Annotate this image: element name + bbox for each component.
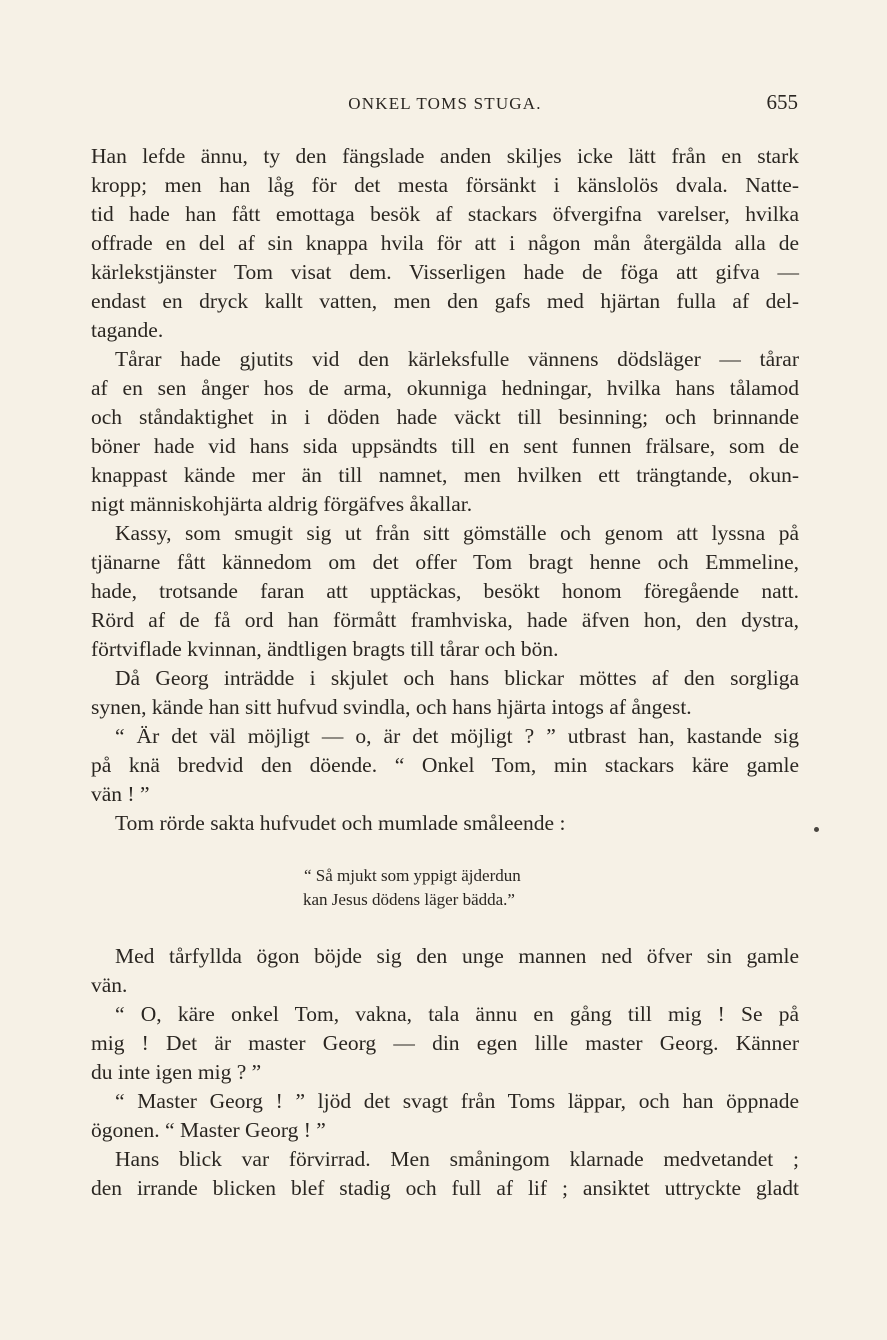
- paragraph: [91, 722, 799, 809]
- text-line: du inte igen mig ? ”: [91, 1060, 262, 1084]
- text-line: Med tårfyllda ögon böjde sig den unge mannen ned öfver sin gamle: [115, 944, 799, 968]
- text-line: böner hade vid hans sida uppsändts till en sent funnen frälsare, som de: [91, 434, 799, 458]
- text-line: kropp; men han låg för det mesta försänkt i känslolös dvala. Natte-: [91, 173, 799, 197]
- text-line: Tom rörde sakta hufvudet och mumlade småleende :: [115, 811, 566, 835]
- text-line: på knä bredvid den döende. “ Onkel Tom, min stackars käre gamle: [91, 753, 799, 777]
- poem-line: “ Så mjukt som yppigt äjderdun: [304, 866, 521, 885]
- text-line: endast en dryck kallt vatten, men den gafs med hjärtan fulla af del-: [91, 289, 799, 313]
- running-head: [92, 88, 798, 118]
- text-line: ögonen. “ Master Georg ! ”: [91, 1118, 326, 1142]
- text-line: och ståndaktighet in i döden hade väckt till besinning; och brinnande: [91, 405, 799, 429]
- text-line: af en sen ånger hos de arma, okunniga hedningar, hvilka hans tålamod: [91, 376, 799, 400]
- page-number: 655: [766, 90, 798, 114]
- ink-spot: [814, 827, 819, 832]
- text-line: kärlekstjänster Tom visat dem. Visserligen hade de föga att gifva —: [91, 260, 799, 284]
- paragraph: [91, 809, 799, 838]
- text-line: synen, kände han sitt hufvud svindla, och hans hjärta intogs af ångest.: [91, 695, 692, 719]
- text-line: tjänarne fått kännedom om det offer Tom bragt henne och Emmeline,: [91, 550, 799, 574]
- paragraph: [91, 664, 799, 722]
- text-line: mig ! Det är master Georg — din egen lille master Georg. Känner: [91, 1031, 799, 1055]
- text-line: Han lefde ännu, ty den fängslade anden skiljes icke lätt från en stark: [91, 144, 799, 168]
- text-line: Tårar hade gjutits vid den kärleksfulle vännens dödsläger — tårar: [115, 347, 799, 371]
- text-line: “ Är det väl möjligt — o, är det möjligt ? ” utbrast han, kastande sig: [115, 724, 799, 748]
- text-line: vän ! ”: [91, 782, 150, 806]
- paragraph: [91, 142, 799, 345]
- text-line: offrade en del af sin knappa hvila för att i någon mån återgälda alla de: [91, 231, 799, 255]
- text-line: “ O, käre onkel Tom, vakna, tala ännu en gång till mig ! Se på: [115, 1002, 799, 1026]
- text-line: nigt människohjärta aldrig förgäfves åkallar.: [91, 492, 473, 516]
- poem-quote: [91, 838, 799, 938]
- text-line: knappast kände mer än till namnet, men hvilken ett trängtande, okun-: [91, 463, 799, 487]
- paragraph: [91, 519, 799, 664]
- chapter-title: ONKEL TOMS STUGA.: [348, 94, 542, 113]
- paragraph: [91, 1087, 799, 1145]
- paragraph: [91, 1145, 799, 1203]
- text-line: “ Master Georg ! ” ljöd det svagt från Toms läppar, och han öppnade: [115, 1089, 799, 1113]
- text-line: Hans blick var förvirrad. Men småningom klarnade medvetandet ;: [115, 1147, 799, 1171]
- text-line: den irrande blicken blef stadig och full af lif ; ansiktet uttryckte gladt: [91, 1176, 799, 1200]
- text-line: Kassy, som smugit sig ut från sitt gömställe och genom att lyssna på: [115, 521, 799, 545]
- paragraph: [91, 345, 799, 519]
- text-body: [91, 142, 799, 1203]
- text-line: Rörd af de få ord han förmått framhviska, hade äfven hon, den dystra,: [91, 608, 799, 632]
- text-line: förtviflade kvinnan, ändtligen bragts till tårar och bön.: [91, 637, 559, 661]
- text-line: vän.: [91, 973, 128, 997]
- text-line: tid hade han fått emottaga besök af stackars öfvergifna varelser, hvilka: [91, 202, 799, 226]
- poem-line: kan Jesus dödens läger bädda.”: [303, 890, 515, 909]
- paragraph: [91, 1000, 799, 1087]
- paragraph: [91, 942, 799, 1000]
- text-line: tagande.: [91, 318, 164, 342]
- text-line: Då Georg inträdde i skjulet och hans blickar möttes af den sorgliga: [115, 666, 799, 690]
- text-line: hade, trotsande faran att upptäckas, besökt honom föregående natt.: [91, 579, 799, 603]
